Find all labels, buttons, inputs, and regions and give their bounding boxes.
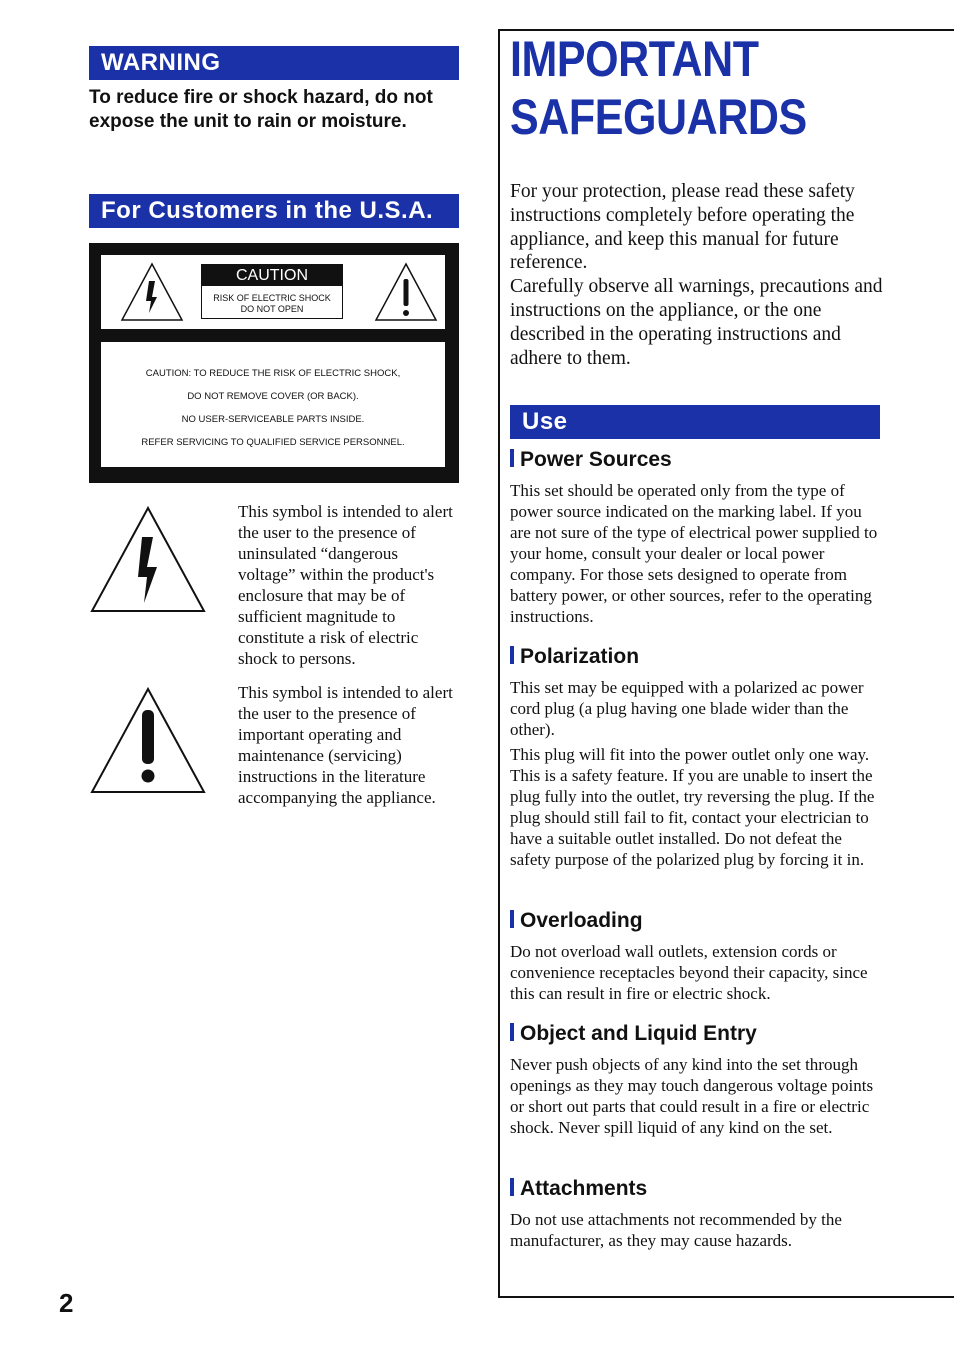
caution-label-line: DO NOT REMOVE COVER (OR BACK). xyxy=(187,391,359,402)
customers-heading-text: For Customers in the U.S.A. xyxy=(101,197,434,224)
section-text-polarization-2: This plug will fit into the power outlet only one way. This is a safety feature. If you are unable to insert the plug fully into the outlet, try reversing the plug. If the plug should still fail to fit, contact your electrician to have a suitable outlet installed. Do not defeat the safety purpose of the polarized plug by forcing it in. xyxy=(510,745,875,869)
page-number: 2 xyxy=(59,1288,74,1318)
caution-sub xyxy=(202,293,342,315)
exclamation-symbol-text: This symbol is intended to alert the user to the presence of important operating and maintenance (servicing) instructions in the literature accompanying the appliance. xyxy=(238,683,453,807)
intro-text xyxy=(510,180,885,370)
frame-left-rule xyxy=(498,29,500,1297)
section-heading-text: Overloading xyxy=(520,909,643,932)
warning-heading xyxy=(89,46,459,80)
caution-label-line: REFER SERVICING TO QUALIFIED SERVICE PERSONNEL. xyxy=(141,437,405,448)
caution-title: CAUTION xyxy=(202,265,342,286)
section-heading-power-sources xyxy=(510,447,672,473)
caution-label-bottom xyxy=(101,342,445,467)
caution-box xyxy=(201,264,343,319)
use-heading-text: Use xyxy=(522,408,568,435)
caution-label xyxy=(89,243,459,483)
section-text-polarization-1: This set may be equipped with a polarized ac power cord plug (a plug having one blade wider than the other). xyxy=(510,678,864,739)
caution-label-lines xyxy=(101,362,445,454)
caution-sub-line-1: RISK OF ELECTRIC SHOCK xyxy=(213,293,331,303)
heading-bar-icon xyxy=(510,1023,514,1041)
section-heading-text: Attachments xyxy=(520,1177,648,1200)
section-heading-overloading xyxy=(510,908,643,934)
customers-heading xyxy=(89,194,459,228)
lightning-symbol-icon xyxy=(89,505,207,613)
warning-heading-text: WARNING xyxy=(101,49,221,76)
section-heading-attachments xyxy=(510,1176,647,1202)
caution-label-line: NO USER-SERVICEABLE PARTS INSIDE. xyxy=(181,414,365,425)
section-heading-text: Power Sources xyxy=(520,448,672,471)
section-text-overloading: Do not overload wall outlets, extension cords or convenience receptacles beyond their capacity, since this can result in fire or electric shock. xyxy=(510,942,868,1003)
heading-bar-icon xyxy=(510,1178,514,1196)
section-heading-object-liquid-entry xyxy=(510,1021,757,1047)
section-heading-text: Object and Liquid Entry xyxy=(520,1022,757,1045)
exclamation-symbol-icon xyxy=(89,686,207,794)
page-title xyxy=(510,30,880,146)
lightning-warning-icon xyxy=(119,261,185,323)
caution-label-top xyxy=(101,255,445,329)
section-heading-text: Polarization xyxy=(520,645,640,668)
section-text-object-liquid-entry: Never push objects of any kind into the set through openings as they may touch dangerous voltage points or short out parts that could result in a fire or electric shock. Never spill liquid of any kind on the set. xyxy=(510,1055,874,1137)
section-heading-polarization xyxy=(510,644,639,670)
page-title-line-1: IMPORTANT xyxy=(510,31,759,87)
exclamation-warning-icon xyxy=(373,261,439,323)
heading-bar-icon xyxy=(510,449,514,467)
caution-sub-line-2: DO NOT OPEN xyxy=(240,304,304,314)
use-heading xyxy=(510,405,880,439)
lightning-symbol-text: This symbol is intended to alert the user to the presence of uninsulated “dangerous voltage” within the product's enclosure that may be of sufficient magnitude to constitute a risk of electric shock to persons. xyxy=(238,502,453,668)
frame-bottom-rule xyxy=(498,1296,954,1298)
warning-text: To reduce fire or shock hazard, do not expose the unit to rain or moisture. xyxy=(89,87,433,132)
section-text-attachments: Do not use attachments not recommended by the manufacturer, as they may cause hazards. xyxy=(510,1210,842,1250)
heading-bar-icon xyxy=(510,646,514,664)
page-title-line-2: SAFEGUARDS xyxy=(510,89,807,145)
section-text-power-sources: This set should be operated only from the type of power source indicated on the marking label. If you are not sure of the type of electrical power supplied to your home, consult your dealer or local power company. For those sets designed to operate from battery power, or other sources, refer to the operating instructions. xyxy=(510,481,878,626)
intro-paragraph-1: For your protection, please read these safety instructions completely before operating the appliance, and keep this manual for future reference. xyxy=(510,181,855,274)
intro-paragraph-2: Carefully observe all warnings, precautions and instructions on the appliance, or the one described in the operating instructions and adhere to them. xyxy=(510,276,883,369)
caution-label-line: CAUTION: TO REDUCE THE RISK OF ELECTRIC SHOCK, xyxy=(145,368,401,379)
heading-bar-icon xyxy=(510,910,514,928)
